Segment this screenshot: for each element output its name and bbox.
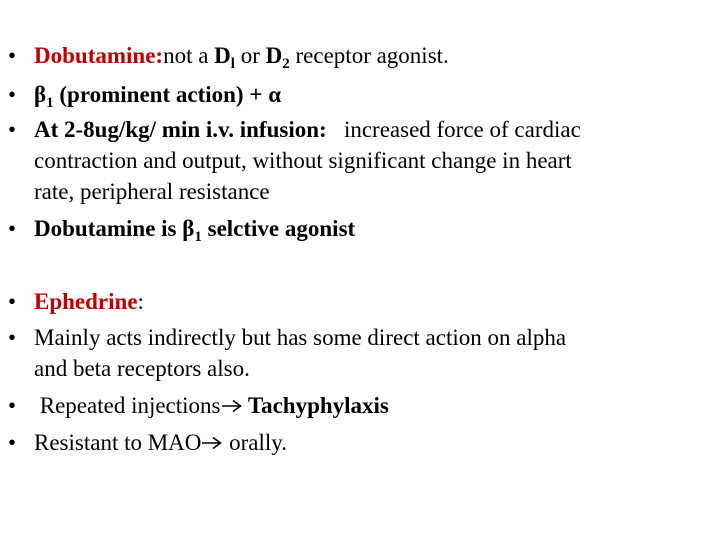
bullet: • xyxy=(8,430,17,455)
mechanism-line1: Mainly acts indirectly but has some direct action on alpha xyxy=(34,325,567,350)
bullet: • xyxy=(8,117,17,142)
bullet: • xyxy=(8,82,17,107)
bullet: • xyxy=(8,325,17,350)
beta-symbol: β xyxy=(182,216,195,241)
bullet: • xyxy=(8,393,17,418)
infusion-effect-line2: contraction and output, without significant change in heart xyxy=(34,148,572,173)
d1-receptor: D xyxy=(214,43,231,68)
bullet: • xyxy=(8,216,17,241)
bullet: • xyxy=(8,43,17,68)
alpha-symbol: α xyxy=(268,82,282,107)
infusion-dose: At 2-8ug/kg/ min i.v. infusion: xyxy=(34,117,327,142)
infusion-effect-line3: rate, peripheral resistance xyxy=(34,179,270,204)
d2-receptor: D xyxy=(265,43,283,68)
right-arrow-icon xyxy=(201,436,223,450)
slide: • Dobutamine:not a $D_l$ or $D_2$ receptor agonist. • $\beta_1$ (prominent action) + α • At 2-8ug/kg/ min i.v. infusion: increased force of cardiac contraction and output, without significant change in heart rate, peripheral resistance • Dobutamine is $\beta_1$ selctive agonist • Ephedrine: • Mainly acts indirectly but has some direct action on alpha and beta receptors also. • Repeated injections Tachyphylaxis • Resistant to MAO orally. xyxy=(0,0,720,540)
right-arrow-icon xyxy=(221,399,243,413)
bullet: • xyxy=(8,289,17,314)
dobutamine-heading: Dobutamine: xyxy=(34,43,164,68)
beta-symbol: β xyxy=(34,82,47,107)
ephedrine-heading: Ephedrine xyxy=(34,289,138,314)
mechanism-line2: and beta receptors also. xyxy=(34,356,250,381)
tachyphylaxis-term: Tachyphylaxis xyxy=(242,393,389,418)
